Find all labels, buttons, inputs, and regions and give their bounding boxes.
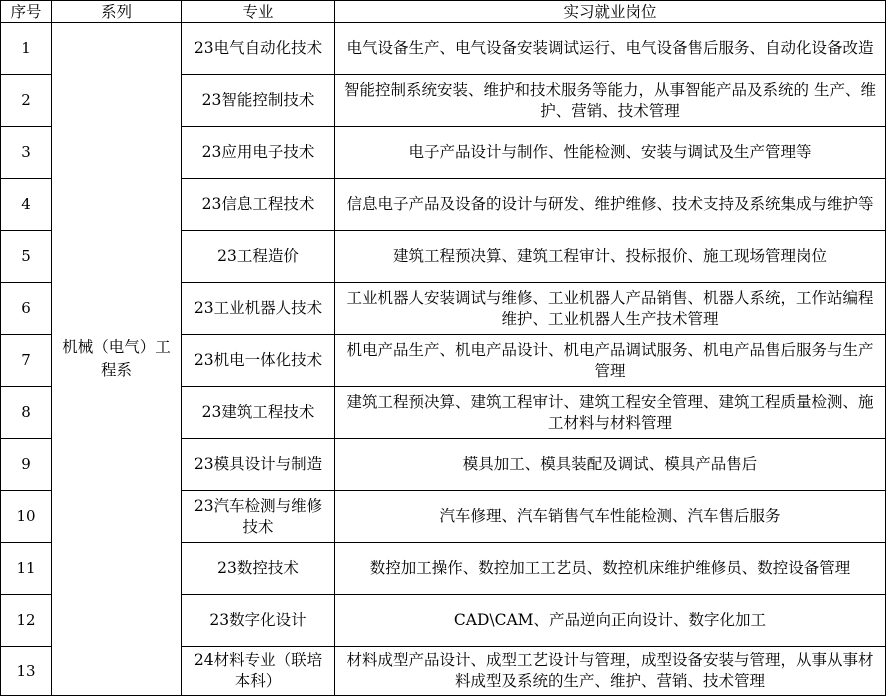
header-row	[1, 1, 886, 23]
jobs-cell: 材料成型产品设计、成型工艺设计与管理，成型设备安装与管理，从事从事材料成型及系统的生产、维护、营销、技术管理	[335, 647, 886, 696]
row-number: 8	[1, 387, 52, 439]
jobs-cell: 电气设备生产、电气设备安装调试运行、电气设备售后服务、自动化设备改造	[335, 23, 886, 75]
row-number: 2	[1, 75, 52, 127]
row-number: 4	[1, 179, 52, 231]
major-cell: 23模具设计与制造	[182, 439, 335, 491]
jobs-cell: 信息电子产品及设备的设计与研发、维护维修、技术支持及系统集成与维护等	[335, 179, 886, 231]
jobs-cell: 工业机器人安装调试与维修、工业机器人产品销售、机器人系统，工作站编程维护、工业机器人生产技术管理	[335, 283, 886, 335]
jobs-cell: 建筑工程预决算、建筑工程审计、建筑工程安全管理、建筑工程质量检测、施工材料与材料管理	[335, 387, 886, 439]
major-cell: 23信息工程技术	[182, 179, 335, 231]
major-cell: 23汽车检测与维修技术	[182, 491, 335, 543]
header-jobs: 实习就业岗位	[335, 1, 886, 23]
row-number: 13	[1, 647, 52, 696]
major-cell: 23数字化设计	[182, 595, 335, 647]
major-cell: 23应用电子技术	[182, 127, 335, 179]
row-number: 1	[1, 23, 52, 75]
jobs-cell: 机电产品生产、机电产品设计、机电产品调试服务、机电产品售后服务与生产管理	[335, 335, 886, 387]
row-number: 3	[1, 127, 52, 179]
major-cell: 23工程造价	[182, 231, 335, 283]
row-number: 9	[1, 439, 52, 491]
major-cell: 23电气自动化技术	[182, 23, 335, 75]
row-number: 10	[1, 491, 52, 543]
jobs-cell: 数控加工操作、数控加工工艺员、数控机床维护维修员、数控设备管理	[335, 543, 886, 595]
major-cell: 23建筑工程技术	[182, 387, 335, 439]
major-cell: 23工业机器人技术	[182, 283, 335, 335]
row-number: 12	[1, 595, 52, 647]
jobs-cell: 模具加工、模具装配及调试、模具产品售后	[335, 439, 886, 491]
header-department: 系列	[52, 1, 182, 23]
table-row	[1, 23, 886, 75]
row-number: 6	[1, 283, 52, 335]
jobs-cell: 汽车修理、汽车销售气车性能检测、汽车售后服务	[335, 491, 886, 543]
major-cell: 23数控技术	[182, 543, 335, 595]
header-no: 序号	[1, 1, 52, 23]
jobs-cell: 建筑工程预决算、建筑工程审计、投标报价、施工现场管理岗位	[335, 231, 886, 283]
row-number: 7	[1, 335, 52, 387]
major-cell: 23机电一体化技术	[182, 335, 335, 387]
header-major: 专业	[182, 1, 335, 23]
jobs-cell: CAD\CAM、产品逆向正向设计、数字化加工	[335, 595, 886, 647]
major-cell: 23智能控制技术	[182, 75, 335, 127]
major-cell: 24材料专业（联培本科）	[182, 647, 335, 696]
department-cell: 机械（电气）工程系	[52, 23, 182, 696]
row-number: 5	[1, 231, 52, 283]
jobs-cell: 电子产品设计与制作、性能检测、安装与调试及生产管理等	[335, 127, 886, 179]
jobs-cell: 智能控制系统安装、维护和技术服务等能力，从事智能产品及系统的 生产、维护、营销、技术管理	[335, 75, 886, 127]
row-number: 11	[1, 543, 52, 595]
